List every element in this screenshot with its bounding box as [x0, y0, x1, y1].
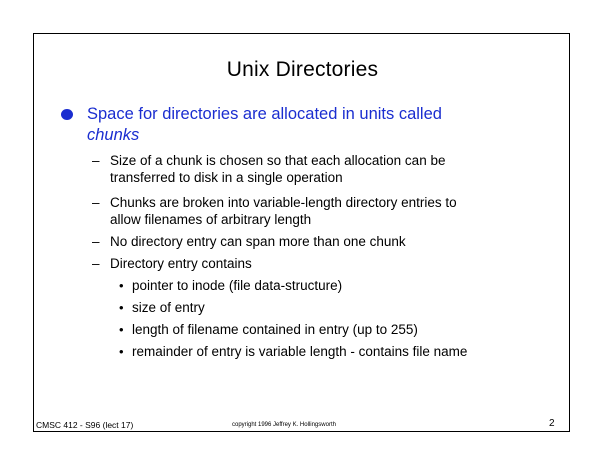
sub-bullet-line-2: transferred to disk in a single operation — [110, 170, 343, 185]
sub-bullet-line-2: allow filenames of arbitrary length — [110, 212, 312, 227]
sub-bullet-text — [110, 255, 510, 272]
footer-course-label: CMSC 412 - S96 (lect 17) — [36, 420, 134, 430]
bullet-icon: • — [119, 300, 124, 315]
dash-icon: – — [92, 256, 100, 271]
dash-icon: – — [92, 153, 100, 168]
bullet-icon: • — [119, 322, 124, 337]
sub-bullet-line-1: Chunks are broken into variable-length directory entries to — [110, 195, 457, 210]
sub-bullet-text — [110, 194, 510, 228]
main-bullet-text — [87, 104, 507, 146]
bullet-icon: • — [119, 344, 124, 359]
entry-item-text: length of filename contained in entry (up to 255) — [132, 322, 418, 337]
main-bullet-line-2: chunks — [87, 126, 140, 144]
footer-copyright: copyright 1996 Jeffrey K. Hollingsworth — [232, 422, 336, 428]
entry-item-text: size of entry — [132, 300, 205, 315]
dash-icon: – — [92, 234, 100, 249]
main-bullet-line-1: Space for directories are allocated in units called — [87, 105, 442, 123]
sub-bullet-text — [110, 152, 510, 186]
sub-bullet-line-1: Size of a chunk is chosen so that each allocation can be — [110, 153, 446, 168]
sub-bullet-line-1: No directory entry can span more than one chunk — [110, 234, 406, 249]
sub-bullet-text — [110, 233, 510, 250]
bullet-icon: • — [119, 278, 124, 293]
page-number: 2 — [549, 418, 555, 429]
entry-item-text: pointer to inode (file data-structure) — [132, 278, 343, 293]
entry-item-text: remainder of entry is variable length - contains file name — [132, 344, 468, 359]
slide-title: Unix Directories — [226, 58, 379, 81]
bullet-dot-icon — [61, 109, 73, 120]
dash-icon: – — [92, 195, 100, 210]
sub-bullet-line-1: Directory entry contains — [110, 256, 252, 271]
